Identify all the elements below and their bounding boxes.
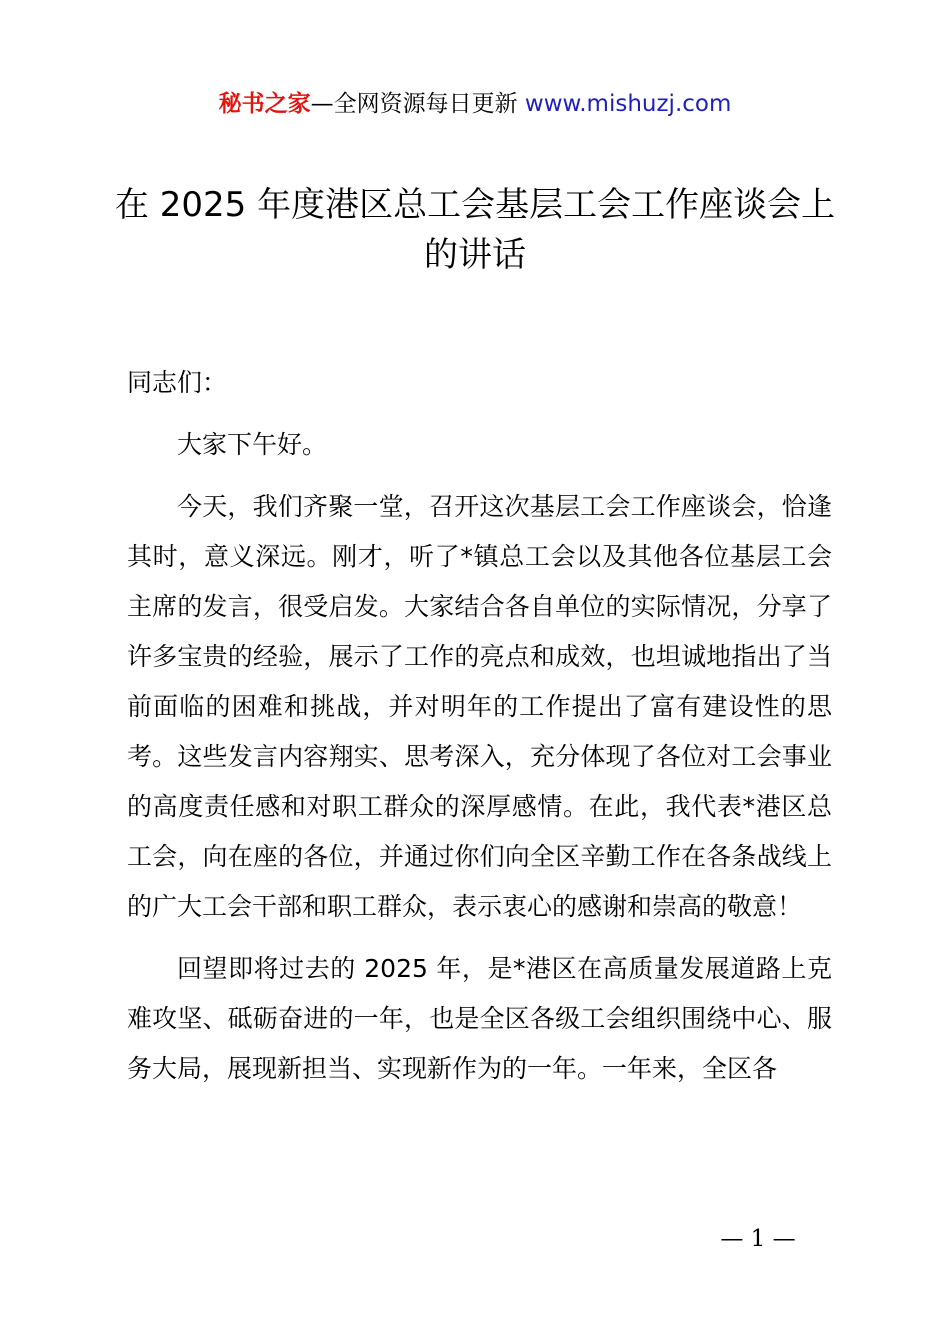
document-title: 在 2025 年度港区总工会基层工会工作座谈会上的讲话 [114,185,836,275]
site-tagline: —全网资源每日更新 [310,91,525,117]
site-url-link[interactable]: www.mishuzj.com [524,91,732,117]
paragraph-review: 回望即将过去的 2025 年，是*港区在高质量发展道路上克难攻坚、砥砺奋进的一年，也是全区各级工会组织围绕中心、服务大局，展现新担当、实现新作为的一年。一年来，全区各 [127,954,832,1083]
site-header [0,88,950,120]
salutation: 同志们： [127,368,228,397]
site-brand: 秘书之家 [218,91,311,117]
document-body [127,358,832,1106]
paragraph-opening: 今天，我们齐聚一堂，召开这次基层工会工作座谈会，恰逢其时，意义深远。刚才，听了*镇总工会以及其他各位基层工会主席的发言，很受启发。大家结合各自单位的实际情况，分享了许多宝贵的经验，展示了工作的亮点和成效，也坦诚地指出了当前面临的困难和挑战，并对明年的工作提出了富有建设性的思考。这些发言内容翔实、思考深入，充分体现了各位对工会事业的高度责任感和对职工群众的深厚感情。在此，我代表*港区总工会，向在座的各位，并通过你们向全区辛勤工作在各条战线上的广大工会干部和职工群众，表示衷心的感谢和崇高的敬意！ [127,492,832,921]
page-number: — 1 — [720,1226,796,1252]
paragraph-greeting: 大家下午好。 [177,430,328,459]
